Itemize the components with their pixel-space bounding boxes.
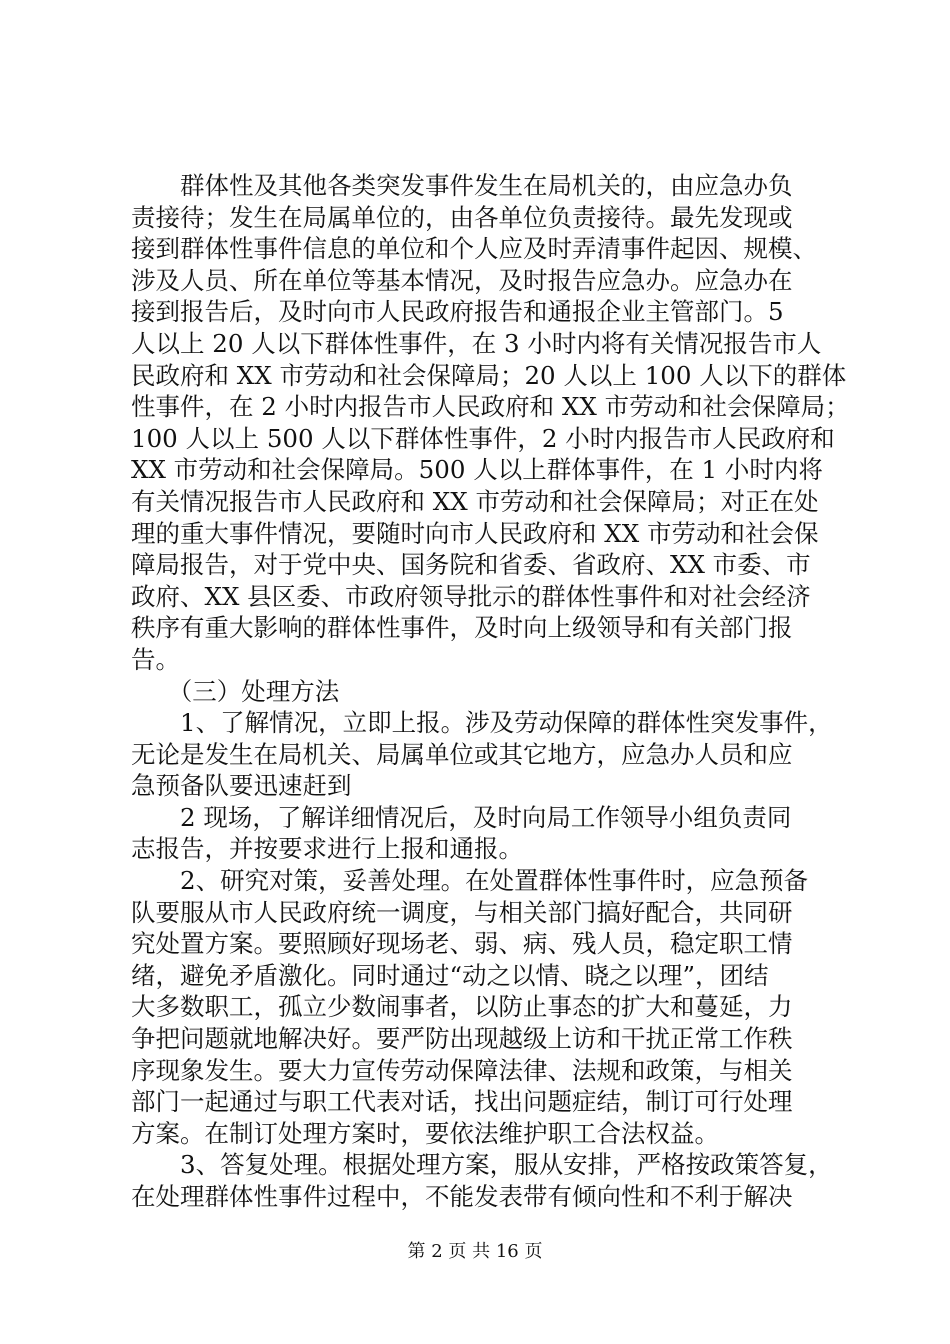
- text-line: 性事件，在 2 小时内报告市人民政府和 XX 市劳动和社会保障局；: [131, 392, 850, 422]
- text-line: 究处置方案。要照顾好现场老、弱、病、残人员，稳定职工情: [131, 929, 793, 959]
- text-line: 理的重大事件情况，要随时向市人民政府和 XX 市劳动和社会保: [131, 518, 819, 548]
- text-line: 方案。在制订处理方案时，要依法维护职工合法权益。: [131, 1118, 719, 1148]
- text-line: 序现象发生。要大力宣传劳动保障法律、法规和政策，与相关: [131, 1055, 793, 1085]
- text-line: 接到群体性事件信息的单位和个人应及时弄清事件起因、规模、: [131, 234, 817, 264]
- page-footer: [0, 1240, 950, 1264]
- text-line: 秩序有重大影响的群体性事件，及时向上级领导和有关部门报: [131, 613, 793, 643]
- text-line: 3、答复处理。根据处理方案，服从安排，严格按政策答复，: [131, 1150, 833, 1180]
- text-line: 人以上 20 人以下群体性事件，在 3 小时内将有关情况报告市人: [131, 328, 822, 358]
- text-line: 急预备队要迅速赶到: [131, 771, 352, 801]
- text-line: 1、了解情况，立即上报。涉及劳动保障的群体性突发事件，: [131, 708, 833, 738]
- text-line: 政府、XX 县区委、市政府领导批示的群体性事件和对社会经济: [131, 581, 811, 611]
- text-line: 告。: [131, 644, 180, 674]
- text-line: 2 现场，了解详细情况后，及时向局工作领导小组负责同: [131, 802, 792, 832]
- text-line: 接到报告后，及时向市人民政府报告和通报企业主管部门。5: [131, 297, 784, 327]
- section-heading: （三）处理方法: [131, 676, 340, 706]
- text-line: 大多数职工，孤立少数闹事者，以防止事态的扩大和蔓延，力: [131, 992, 793, 1022]
- text-line: 民政府和 XX 市劳动和社会保障局；20 人以上 100 人以下的群体: [131, 360, 847, 390]
- text-line: 无论是发生在局机关、局属单位或其它地方，应急办人员和应: [131, 739, 793, 769]
- page-number-label: 第 2 页 共 16 页: [407, 1241, 543, 1262]
- text-line: 在处理群体性事件过程中，不能发表带有倾向性和不利于解决: [131, 1182, 793, 1211]
- text-line: XX 市劳动和社会保障局。500 人以上群体事件，在 1 小时内将: [131, 455, 823, 485]
- body-text: [131, 170, 850, 1213]
- text-line: 队要服从市人民政府统一调度，与相关部门搞好配合，共同研: [131, 897, 793, 927]
- text-line: 障局报告，对于党中央、国务院和省委、省政府、XX 市委、市: [131, 550, 811, 580]
- text-line: 责接待；发生在局属单位的，由各单位负责接待。最先发现或: [131, 202, 793, 232]
- text-line: 群体性及其他各类突发事件发生在局机关的，由应急办负: [131, 171, 793, 200]
- text-line: 100 人以上 500 人以下群体性事件，2 小时内报告市人民政府和: [131, 423, 835, 453]
- text-line: 部门一起通过与职工代表对话，找出问题症结，制订可行处理: [131, 1087, 793, 1117]
- text-line: 有关情况报告市人民政府和 XX 市劳动和社会保障局；对正在处: [131, 486, 819, 516]
- text-line: 2、研究对策，妥善处理。在处置群体性事件时，应急预备: [131, 866, 809, 896]
- text-line: 争把问题就地解决好。要严防出现越级上访和干扰正常工作秩: [131, 1024, 793, 1054]
- text-line: 绪，避免矛盾激化。同时通过“动之以情、晓之以理”，团结: [131, 960, 769, 990]
- text-line: 志报告，并按要求进行上报和通报。: [131, 834, 523, 864]
- text-line: 涉及人员、所在单位等基本情况，及时报告应急办。应急办在: [131, 265, 793, 295]
